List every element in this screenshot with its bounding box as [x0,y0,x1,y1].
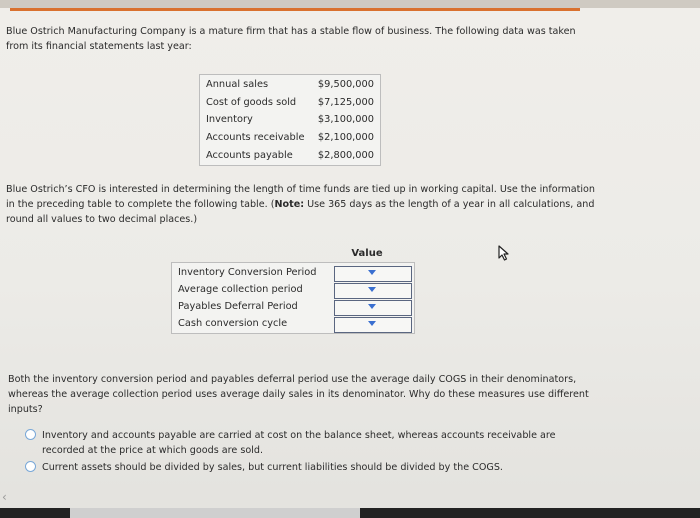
row-label: Average collection period [178,284,303,295]
answer-option-1[interactable] [25,428,565,458]
row-label: Accounts receivable [206,132,305,144]
top-strip [0,0,700,8]
table-row [178,317,414,334]
mouse-pointer-icon [497,245,513,261]
table-row [178,300,414,317]
instructions-paragraph [6,182,596,227]
dropdown-arrow-icon [368,304,376,309]
cash-conversion-cycle-dropdown[interactable] [334,317,412,333]
row-value: $3,100,000 [317,114,374,126]
row-label: Accounts payable [206,150,293,162]
dropdown-arrow-icon [368,321,376,326]
answer-option-2[interactable] [25,460,565,475]
bottom-bar [0,508,700,518]
row-value: $9,500,000 [317,78,374,90]
option-text: Current assets should be divided by sales, but current liabilities should be divided by the COGS. [42,462,503,473]
row-label: Inventory Conversion Period [178,267,317,278]
value-column-header: Value [351,248,383,259]
table-row [178,283,414,300]
row-label: Cash conversion cycle [178,318,288,329]
radio-button[interactable] [25,429,36,440]
note-label: Note: [274,199,305,210]
financial-data-table [199,74,381,166]
table-row [200,147,381,166]
table-row [200,93,381,111]
instructions-text-rest: Use 365 days as the length of a year in all calculations, and round all values to two decimal places.) [6,199,595,225]
instructions-text: Blue Ostrich’s CFO is interested in determining the length of time funds are tied up in working capital. Use the information in the preceding table to complete the following table. ( [6,184,595,210]
dropdown-arrow-icon [368,270,376,275]
row-label: Inventory [206,114,253,126]
row-label: Annual sales [206,78,269,90]
row-value: $2,800,000 [317,150,374,162]
question-paragraph: Both the inventory conversion period and payables deferral period use the average daily COGS in their denominators, whereas the average collection period uses average daily sales in its denominator. Why do these measures use different inputs? [8,374,589,415]
row-label: Cost of goods sold [206,96,297,108]
inventory-conversion-period-dropdown[interactable] [334,266,412,282]
chevron-left-icon[interactable]: ‹ [2,490,7,504]
row-label: Payables Deferral Period [178,301,298,312]
accent-bar [10,8,580,11]
table-row [178,266,414,283]
value-input-table [171,262,415,334]
option-text: Inventory and accounts payable are carried at cost on the balance sheet, whereas accounts receivable are recorded at the price at which goods are sold. [42,430,556,456]
row-value: $2,100,000 [317,132,374,144]
dropdown-arrow-icon [368,287,376,292]
payables-deferral-period-dropdown[interactable] [334,300,412,316]
table-row [200,111,381,129]
radio-button[interactable] [25,461,36,472]
average-collection-period-dropdown[interactable] [334,283,412,299]
row-value: $7,125,000 [317,96,374,108]
scrollbar-thumb[interactable] [70,508,360,518]
table-row [200,75,381,94]
table-row [200,129,381,147]
horizontal-scroll-area[interactable] [0,490,700,508]
intro-paragraph: Blue Ostrich Manufacturing Company is a mature firm that has a stable flow of business. The following data was taken from its financial statements last year: [6,26,576,52]
